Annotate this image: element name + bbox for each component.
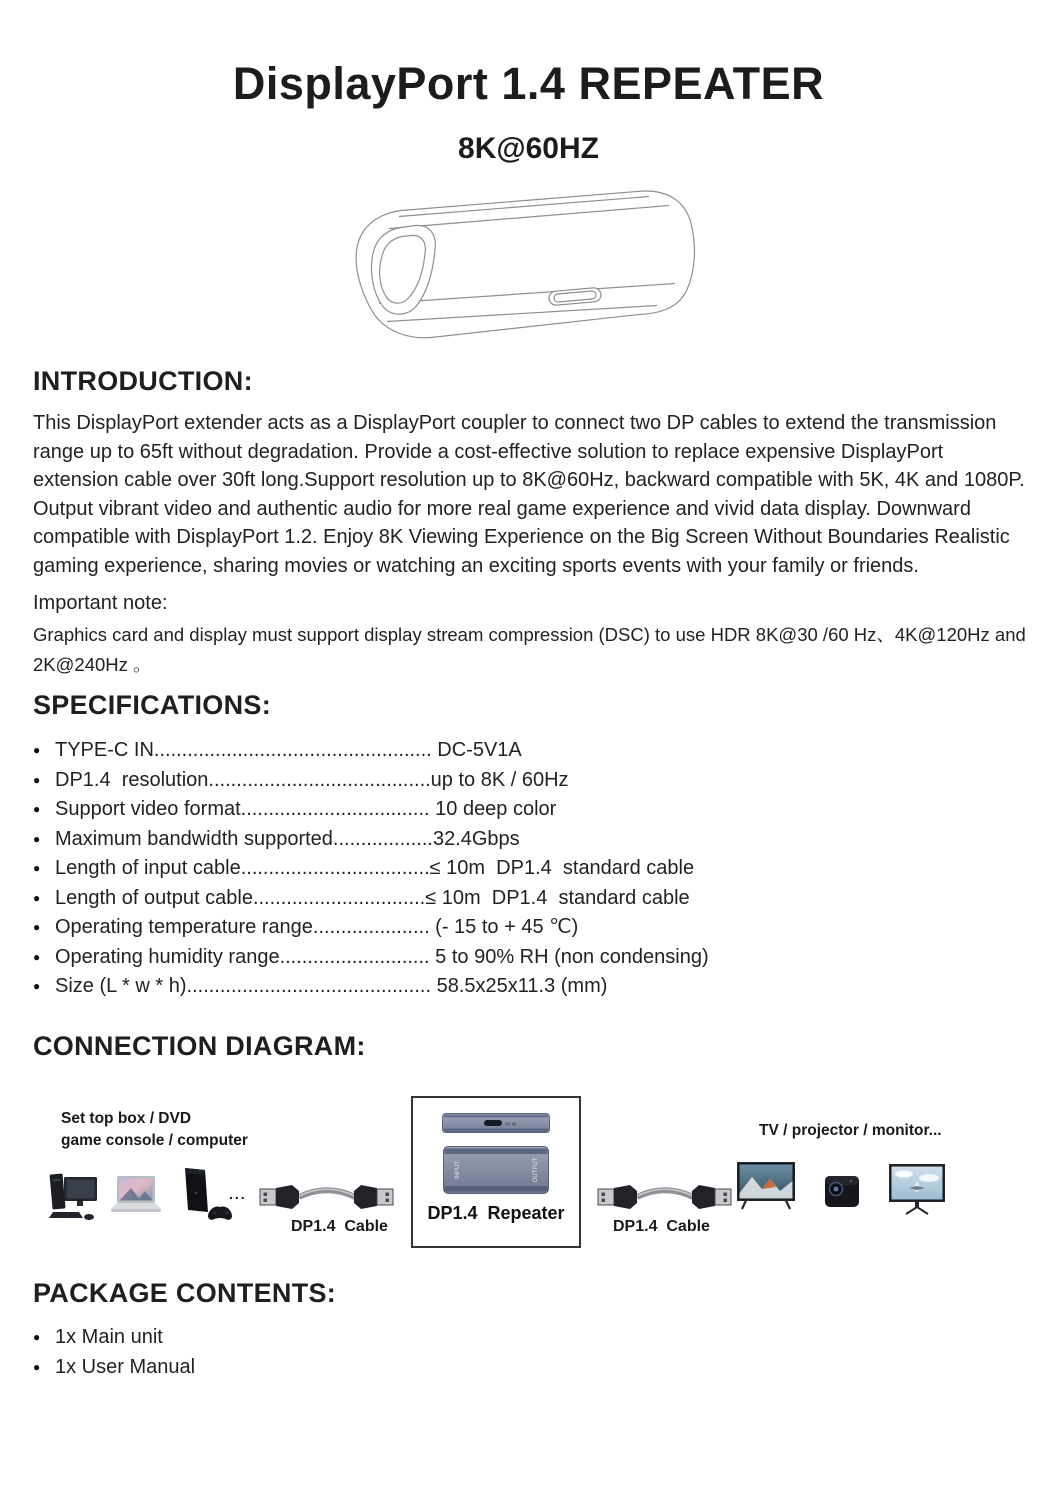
bullet-icon: ●	[33, 1359, 41, 1374]
spec-item-text: Length of output cable...............................≤ 10m DP1.4 standard cable	[55, 886, 690, 909]
repeater-port-label: 5V IN	[505, 1121, 517, 1126]
repeater-front-view-icon	[443, 1146, 549, 1194]
specifications-list	[33, 737, 1027, 1003]
spec-item	[33, 944, 1027, 974]
bullet-icon: ●	[33, 743, 41, 757]
display-devices-label: TV / projector / monitor...	[759, 1121, 942, 1139]
bullet-icon: ●	[33, 831, 41, 846]
bullet-icon: ●	[33, 979, 41, 993]
source-devices-label	[61, 1108, 248, 1152]
dp-cable-icon	[259, 1182, 394, 1212]
spec-item-text: Length of input cable..................................≤ 10m DP1.4 standard cable	[55, 857, 695, 879]
package-item-text: 1x Main unit	[55, 1325, 163, 1348]
specifications-heading: SPECIFICATIONS:	[33, 690, 272, 720]
spec-item	[33, 796, 1027, 826]
connection-diagram-heading: CONNECTION DIAGRAM:	[33, 1030, 366, 1061]
spec-item	[33, 737, 1027, 767]
spec-item-text: Size (L * w * h)............................................ 58.5x25x11.3 (mm)	[55, 975, 608, 997]
page-content	[0, 366, 1057, 1383]
laptop-icon	[109, 1174, 163, 1220]
bullet-icon: ●	[33, 802, 41, 816]
connection-diagram	[33, 1088, 1027, 1278]
package-item	[33, 1323, 1027, 1353]
dp-cable-icon	[597, 1182, 732, 1212]
bullet-icon: ●	[33, 1329, 41, 1344]
monitor-icon	[889, 1164, 945, 1220]
ellipsis-text: ...	[229, 1185, 247, 1202]
spec-item-text: Operating humidity range........................... 5 to 90% RH (non condensing)	[55, 945, 709, 968]
repeater-box	[411, 1096, 581, 1248]
bullet-icon: ●	[33, 772, 41, 787]
spec-item	[33, 885, 1027, 915]
spec-item	[33, 914, 1027, 944]
repeater-label: DP1.4 Repeater	[427, 1202, 565, 1223]
important-note-text: Graphics card and display must support display stream compression (DSC) to use HDR 8K@30 /60 Hz、4K@120Hz and 2K@240Hz 。	[33, 624, 1031, 675]
bullet-icon: ●	[33, 890, 41, 905]
source-label-line1: Set top box / DVD	[61, 1109, 192, 1127]
spec-item	[33, 767, 1027, 797]
spec-item-text: TYPE-C IN.................................................. DC-5V1A	[55, 739, 522, 761]
repeater-input-label: INPUT	[455, 1160, 461, 1179]
package-contents-heading: PACKAGE CONTENTS:	[33, 1277, 337, 1308]
bullet-icon: ●	[33, 861, 41, 875]
spec-item-text: DP1.4 resolution........................................up to 8K / 60Hz	[55, 768, 569, 791]
desktop-computer-icon	[49, 1168, 101, 1224]
bullet-icon: ●	[33, 949, 41, 964]
page-subtitle: 8K@60HZ	[458, 132, 599, 165]
spec-item	[33, 826, 1027, 856]
page-title: DisplayPort 1.4 REPEATER	[232, 58, 825, 109]
package-contents-list	[33, 1323, 1027, 1383]
important-note-heading: Important note:	[33, 592, 168, 614]
dp-repeater-sketch-icon	[339, 182, 719, 350]
package-item-text: 1x User Manual	[55, 1355, 196, 1378]
introduction-heading: INTRODUCTION:	[33, 366, 253, 396]
spec-item	[33, 973, 1027, 1003]
tv-icon	[737, 1162, 795, 1218]
repeater-top-view-icon	[442, 1113, 550, 1133]
package-item	[33, 1353, 1027, 1383]
product-line-drawing	[334, 180, 724, 352]
source-label-line2: game console / computer	[61, 1131, 248, 1149]
dp-cable-right-label: DP1.4 Cable	[613, 1217, 710, 1235]
spec-item-text: Operating temperature range..................... (- 15 to + 45 ℃)	[55, 916, 579, 938]
spec-item	[33, 855, 1027, 885]
game-console-icon	[171, 1166, 235, 1224]
introduction-paragraph: This DisplayPort extender acts as a DisplayPort coupler to connect two DP cables to extend the transmission range up to 65ft without degradation. Provide a cost-effective solution to replace expensive DisplayPort extension cable over 30ft long.Support resolution up to 8K@60Hz, backward compatible with 5K, 4K and 1080P. Output vibrant video and authentic audio for more real game experience and vivid data display. Downward compatible with DisplayPort 1.2. Enjoy 8K Viewing Experience on the Big Screen Without Boundaries Realistic gaming experience, sharing movies or watching an exciting sports events with your family or friends.	[33, 412, 1025, 577]
projector-icon	[823, 1172, 861, 1212]
repeater-output-label: OUTPUT	[533, 1157, 539, 1182]
spec-item-text: Support video format.................................. 10 deep color	[55, 798, 557, 820]
spec-item-text: Maximum bandwidth supported..................32.4Gbps	[55, 827, 520, 850]
bullet-icon: ●	[33, 920, 41, 934]
dp-cable-left-label: DP1.4 Cable	[291, 1217, 388, 1235]
